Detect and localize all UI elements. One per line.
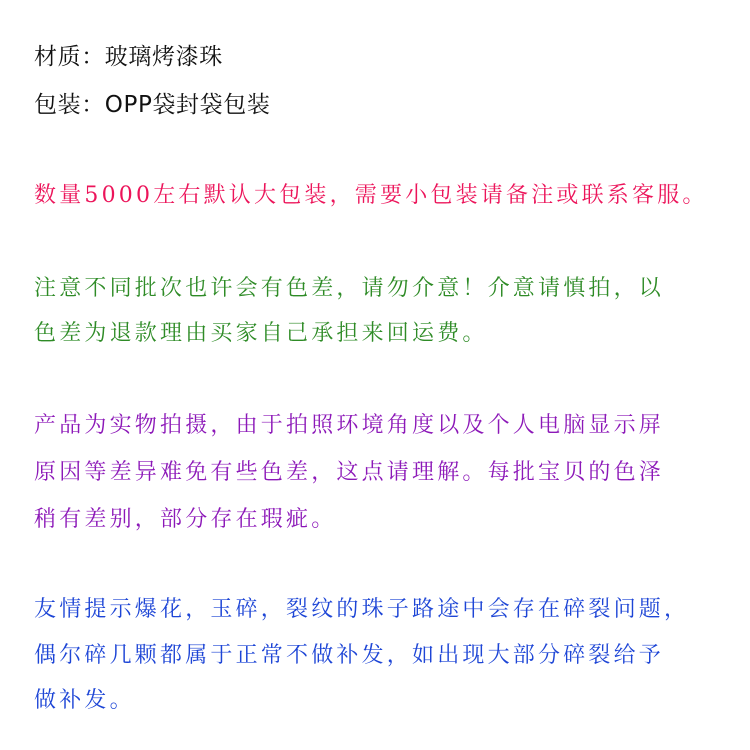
photography-notice-line: 稍有差别，部分存在瑕疵。 — [34, 507, 337, 532]
breakage-notice-line: 做补发。 — [34, 688, 135, 713]
breakage-notice-line: 友情提示爆花，玉碎，裂纹的珠子路途中会存在碎裂问题， — [34, 597, 690, 622]
photography-notice-line: 原因等差异难免有些色差，这点请理解。每批宝贝的色泽 — [34, 460, 665, 485]
breakage-notice-line: 偶尔碎几颗都属于正常不做补发，如出现大部分碎裂给予 — [34, 643, 665, 668]
photography-notice-line: 产品为实物拍摄，由于拍照环境角度以及个人电脑显示屏 — [34, 413, 665, 438]
color-difference-notice-line: 注意不同批次也许会有色差，请勿介意！介意请慎拍，以 — [34, 276, 665, 301]
packaging-text: 包装：OPP袋封袋包装 — [34, 92, 271, 118]
color-difference-notice-line: 色差为退款理由买家自己承担来回运费。 — [34, 321, 488, 346]
material-text: 材质：玻璃烤漆珠 — [34, 44, 223, 70]
quantity-notice-line: 数量5000左右默认大包装，需要小包装请备注或联系客服。 — [34, 183, 708, 208]
